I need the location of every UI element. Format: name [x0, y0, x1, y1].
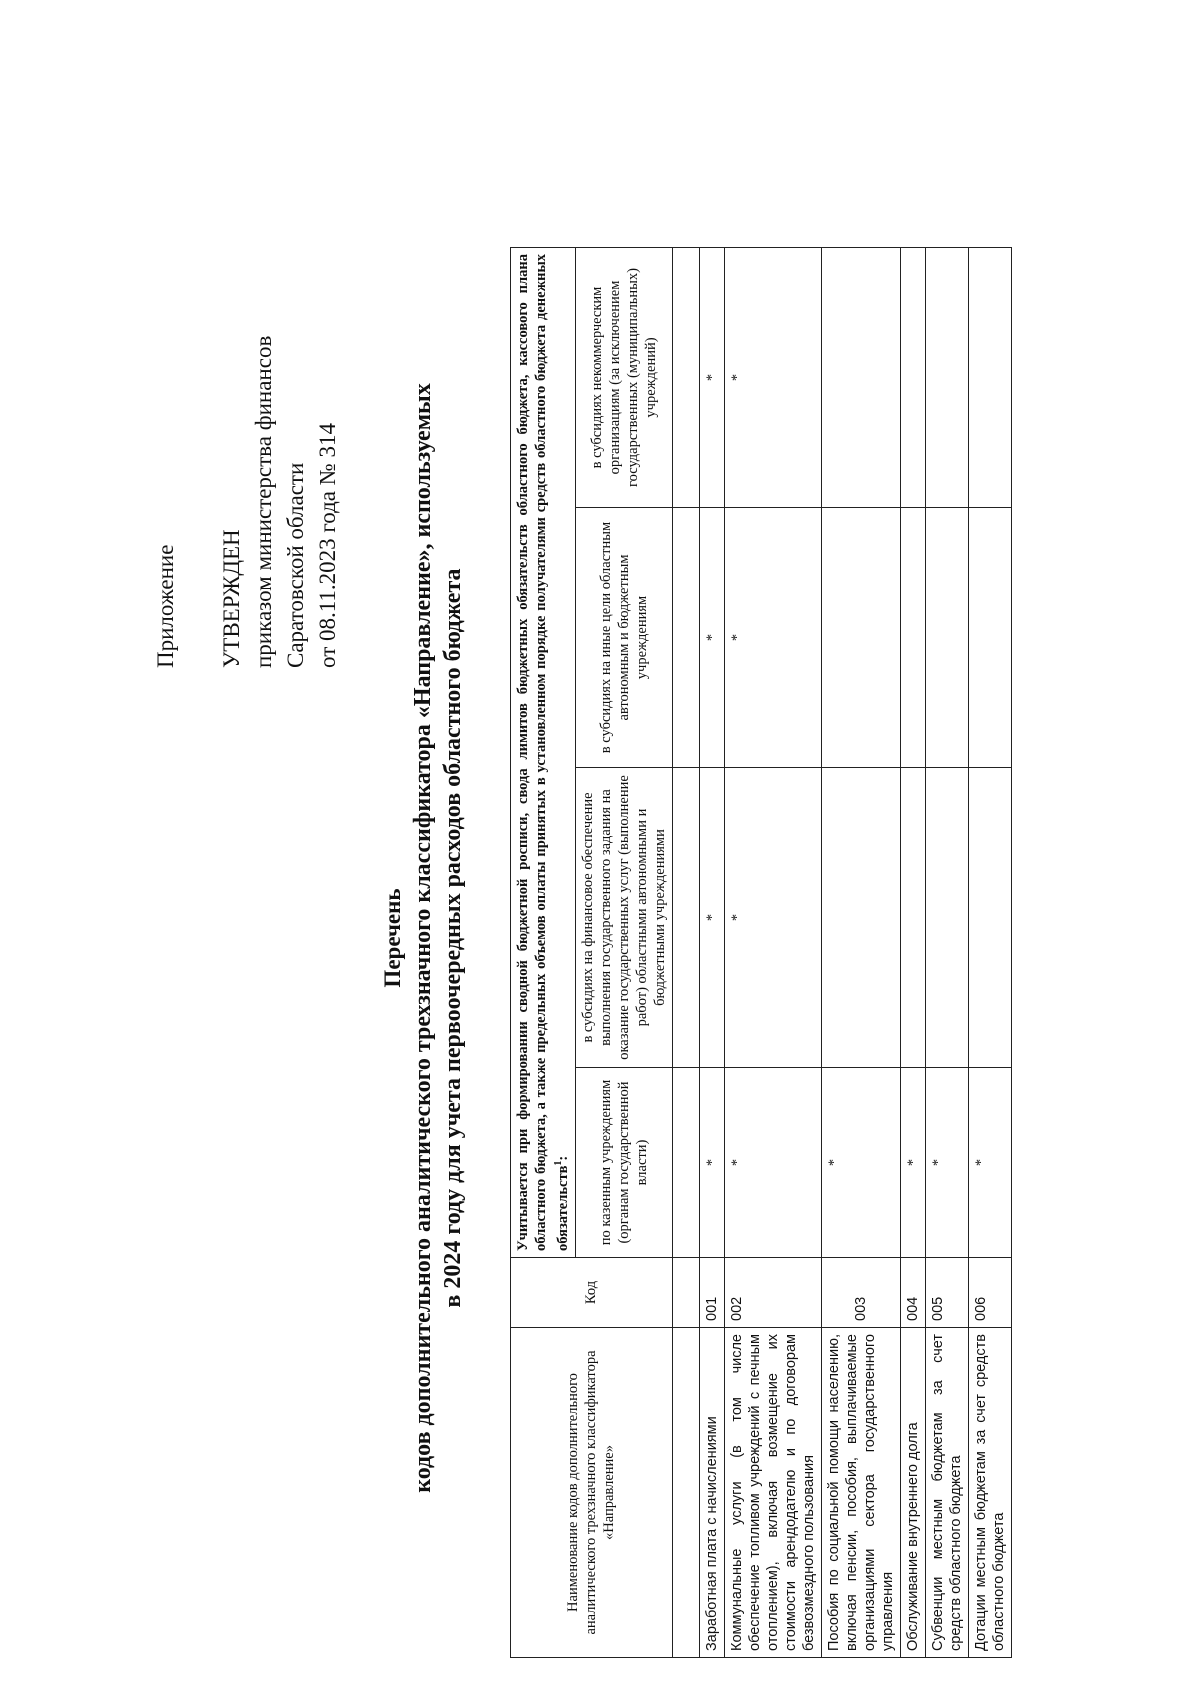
header-sub-3: в субсидиях на иные цели областным автономным и бюджетным учреждениям — [575, 508, 672, 768]
spacer-cell — [672, 247, 699, 507]
empty-cell — [900, 247, 925, 507]
mark-symbol: * — [703, 1158, 720, 1167]
mark-cell — [699, 1068, 724, 1258]
mark-symbol: * — [728, 1158, 745, 1167]
rotated-page — [0, 98, 1180, 1698]
header-group-cell — [511, 247, 576, 1257]
table-row — [821, 247, 900, 1657]
table-row — [900, 247, 925, 1657]
mark-cell — [699, 508, 724, 768]
table-row — [968, 247, 1011, 1657]
document-title — [378, 298, 468, 1578]
row-code: 001 — [699, 1258, 724, 1328]
mark-symbol: * — [728, 633, 745, 642]
spacer-cell — [672, 1328, 699, 1658]
mark-symbol: * — [728, 373, 745, 382]
approval-block — [150, 336, 344, 668]
table-row — [699, 247, 724, 1657]
empty-cell — [821, 247, 900, 507]
mark-symbol: * — [904, 1158, 921, 1167]
mark-symbol: * — [703, 373, 720, 382]
header-name-cell: Наименование кодов дополнительного аналитического трехзначного классификатора «Направление» — [511, 1328, 673, 1658]
footnote-ref: 1 — [553, 1160, 564, 1166]
spacer-cell — [672, 1068, 699, 1258]
title-line-2: кодов дополнительного аналитического трехзначного классификатора «Направление», используемых — [410, 383, 436, 1493]
codes-table — [510, 247, 1012, 1658]
mark-symbol: * — [703, 633, 720, 642]
title-line-1: Перечень — [380, 888, 405, 988]
row-code: 005 — [925, 1258, 968, 1328]
spacer-cell — [672, 1258, 699, 1328]
mark-cell — [900, 1068, 925, 1258]
empty-cell — [968, 768, 1011, 1068]
empty-cell — [821, 508, 900, 768]
table-row — [724, 247, 821, 1657]
empty-cell — [925, 768, 968, 1068]
empty-cell — [925, 508, 968, 768]
mark-cell — [925, 1068, 968, 1258]
row-name: Пособия по социальной помощи населению, включая пенсии, пособия, выплачиваемые организациями сектора государственного управления — [821, 1328, 900, 1658]
header-sub-2: в субсидиях на финансовое обеспечение выполнения государственного задания на оказание государственных услуг (выполнение работ) областными автономными и бюджетными учреждениями — [575, 768, 672, 1068]
order-line-1: приказом министерства финансов — [251, 335, 276, 668]
mark-cell — [724, 768, 821, 1068]
header-group-text: Учитывается при формировании сводной бюджетной росписи, свода лимитов бюджетных обязательств областного бюджета, кассового плана областного бюджета, а также предельных объемов оплаты принятых в установленном порядке получателями средств областного бюджета денежных обязательств — [515, 253, 571, 1251]
mark-cell — [699, 247, 724, 507]
mark-symbol: * — [929, 1158, 946, 1167]
mark-symbol: * — [972, 1158, 989, 1167]
approved-label: УТВЕРЖДЕН — [219, 529, 244, 668]
mark-cell — [821, 1068, 900, 1258]
mark-symbol: * — [825, 1158, 842, 1167]
table-row — [925, 247, 968, 1657]
header-row-1 — [511, 247, 576, 1657]
empty-cell — [925, 247, 968, 507]
row-code: 006 — [968, 1258, 1011, 1328]
mark-cell — [968, 1068, 1011, 1258]
table-spacer-row — [672, 247, 699, 1657]
header-code-cell: Код — [511, 1258, 673, 1328]
empty-cell — [821, 768, 900, 1068]
row-code: 004 — [900, 1258, 925, 1328]
order-line-2: Саратовской области — [283, 462, 308, 668]
mark-cell — [724, 1068, 821, 1258]
spacer-cell — [672, 768, 699, 1068]
mark-cell — [724, 247, 821, 507]
row-name: Обслуживание внутреннего долга — [900, 1328, 925, 1658]
header-group-colon: : — [554, 1155, 571, 1161]
spacer-cell — [672, 508, 699, 768]
row-code: 003 — [821, 1258, 900, 1328]
order-line-3: от 08.11.2023 года № 314 — [315, 423, 340, 668]
empty-cell — [968, 247, 1011, 507]
title-line-3: в 2024 году для учета первоочередных расходов областного бюджета — [440, 568, 466, 1308]
empty-cell — [900, 508, 925, 768]
row-name: Субвенции местным бюджетам за счет средств областного бюджета — [925, 1328, 968, 1658]
row-name: Дотации местным бюджетам за счет средств областного бюджета — [968, 1328, 1011, 1658]
mark-cell — [699, 768, 724, 1068]
empty-cell — [900, 768, 925, 1068]
row-name: Коммунальные услуги (в том числе обеспечение топливом учреждений с печным отоплением), включая возмещение их стоимости арендодателю и по договорам безвозмездного пользования — [724, 1328, 821, 1658]
mark-symbol: * — [703, 913, 720, 922]
mark-symbol: * — [728, 913, 745, 922]
header-sub-1: по казенным учреждениям (органам государственной власти) — [575, 1068, 672, 1258]
annex-label: Приложение — [153, 544, 178, 668]
header-sub-4: в субсидиях некоммерческим организациям (за исключением государственных (муниципальных) учреждений) — [575, 247, 672, 507]
mark-cell — [724, 508, 821, 768]
empty-cell — [968, 508, 1011, 768]
row-code: 002 — [724, 1258, 821, 1328]
row-name: Заработная плата с начислениями — [699, 1328, 724, 1658]
